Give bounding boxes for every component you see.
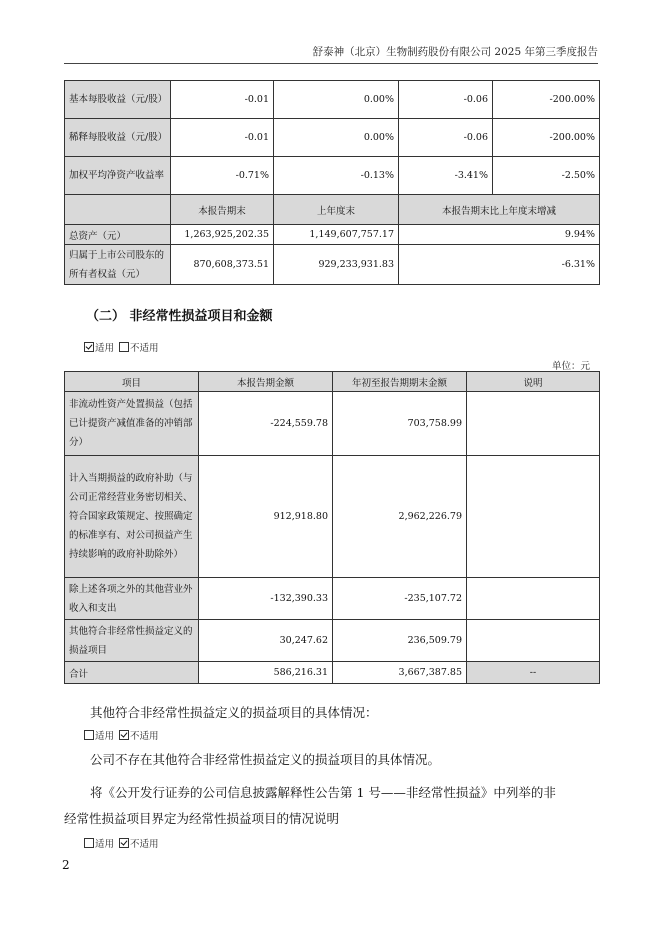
- column-header: 上年度末: [274, 195, 399, 225]
- table-row: [65, 157, 600, 195]
- applicable-label: 适用: [95, 839, 115, 850]
- column-header: 年初至报告期期末金额: [333, 372, 467, 392]
- applicable-label: 适用: [95, 731, 115, 742]
- paragraph: 其他符合非经常性损益定义的损益项目的具体情况：: [90, 705, 378, 720]
- table-cell: 3,667,387.85: [333, 662, 467, 684]
- table-cell: 0.00%: [274, 81, 399, 119]
- applicability-options: [84, 728, 159, 742]
- page-header: 舒泰神（北京）生物制药股份有限公司 2025 年第三季度报告: [312, 46, 598, 58]
- paragraph: 将《公开发行证券的公司信息披露解释性公告第 1 号——非经常性损益》中列举的非: [90, 785, 556, 800]
- row-label: 非流动性资产处置损益（包括已计提资产减值准备的冲销部分）: [65, 392, 199, 456]
- row-label: 基本每股收益（元/股）: [65, 81, 171, 119]
- checked-box-icon: [119, 730, 129, 740]
- row-label: 归属于上市公司股东的所有者权益（元）: [65, 245, 171, 285]
- page-number: 2: [62, 858, 70, 872]
- unchecked-box-icon: [84, 730, 94, 740]
- table-cell: --: [467, 662, 600, 684]
- applicability-options: [84, 340, 159, 354]
- table-cell: 929,233,931.83: [274, 245, 399, 285]
- table-cell: 703,758.99: [333, 392, 467, 456]
- unchecked-box-icon: [84, 838, 94, 848]
- table-cell: 236,509.79: [333, 620, 467, 662]
- row-label: 加权平均净资产收益率: [65, 157, 171, 195]
- row-label: 其他符合非经常性损益定义的损益项目: [65, 620, 199, 662]
- unchecked-box-icon: [119, 342, 129, 352]
- blank-cell: [65, 195, 171, 225]
- table-cell: -0.01: [171, 119, 274, 157]
- table-cell: 1,149,607,757.17: [274, 225, 399, 245]
- table-row: [65, 245, 600, 285]
- table-cell: 1,263,925,202.35: [171, 225, 274, 245]
- table-cell: 870,608,373.51: [171, 245, 274, 285]
- header-rule: [64, 63, 598, 64]
- checked-box-icon: [84, 342, 94, 352]
- non-recurring-items-table: [64, 371, 600, 684]
- table-cell: 586,216.31: [199, 662, 333, 684]
- table-cell: [467, 392, 600, 456]
- table-header-row: [65, 195, 600, 225]
- table-cell: -0.06: [399, 81, 493, 119]
- table-cell: 30,247.62: [199, 620, 333, 662]
- table-row: [65, 578, 600, 620]
- table-cell: [467, 578, 600, 620]
- table-row: [65, 392, 600, 456]
- row-label: 稀释每股收益（元/股）: [65, 119, 171, 157]
- paragraph: 经常性损益项目界定为经常性损益项目的情况说明: [64, 811, 340, 826]
- table-row: [65, 119, 600, 157]
- table-cell: [467, 620, 600, 662]
- table-cell: -235,107.72: [333, 578, 467, 620]
- not-applicable-label: 不适用: [130, 839, 159, 850]
- table-cell: -0.71%: [171, 157, 274, 195]
- table-cell: -200.00%: [493, 119, 600, 157]
- column-header: 说明: [467, 372, 600, 392]
- table-cell: [467, 456, 600, 578]
- table-cell: -0.13%: [274, 157, 399, 195]
- table-cell: 912,918.80: [199, 456, 333, 578]
- column-header: 本报告期末: [171, 195, 274, 225]
- table-cell: -200.00%: [493, 81, 600, 119]
- not-applicable-label: 不适用: [130, 731, 159, 742]
- table-cell: -2.50%: [493, 157, 600, 195]
- table-cell: 9.94%: [399, 225, 600, 245]
- row-label: 合计: [65, 662, 199, 684]
- row-label: 计入当期损益的政府补助（与公司正常经营业务密切相关、符合国家政策规定、按照确定的标准享有、对公司损益产生持续影响的政府补助除外）: [65, 456, 199, 578]
- table-cell: -6.31%: [399, 245, 600, 285]
- table-header-row: [65, 372, 600, 392]
- table-total-row: [65, 662, 600, 684]
- table-cell: -0.06: [399, 119, 493, 157]
- column-header: 本报告期末比上年度末增减: [399, 195, 600, 225]
- financial-indicators-table: [64, 80, 600, 285]
- row-label: 总资产（元）: [65, 225, 171, 245]
- table-cell: 0.00%: [274, 119, 399, 157]
- table-cell: 2,962,226.79: [333, 456, 467, 578]
- table-cell: -132,390.33: [199, 578, 333, 620]
- table-row: [65, 81, 600, 119]
- table-cell: -224,559.78: [199, 392, 333, 456]
- not-applicable-label: 不适用: [130, 343, 159, 354]
- row-label: 除上述各项之外的其他营业外收入和支出: [65, 578, 199, 620]
- table-row: [65, 225, 600, 245]
- table-row: [65, 456, 600, 578]
- applicable-label: 适用: [95, 343, 115, 354]
- applicability-options: [84, 836, 159, 850]
- table-row: [65, 620, 600, 662]
- checked-box-icon: [119, 838, 129, 848]
- table-cell: -0.01: [171, 81, 274, 119]
- section-title: （二） 非经常性损益项目和金额: [86, 309, 273, 324]
- unit-label: 单位：元: [551, 361, 590, 372]
- paragraph: 公司不存在其他符合非经常性损益定义的损益项目的具体情况。: [90, 752, 441, 767]
- column-header: 本报告期金额: [199, 372, 333, 392]
- table-cell: -3.41%: [399, 157, 493, 195]
- column-header: 项目: [65, 372, 199, 392]
